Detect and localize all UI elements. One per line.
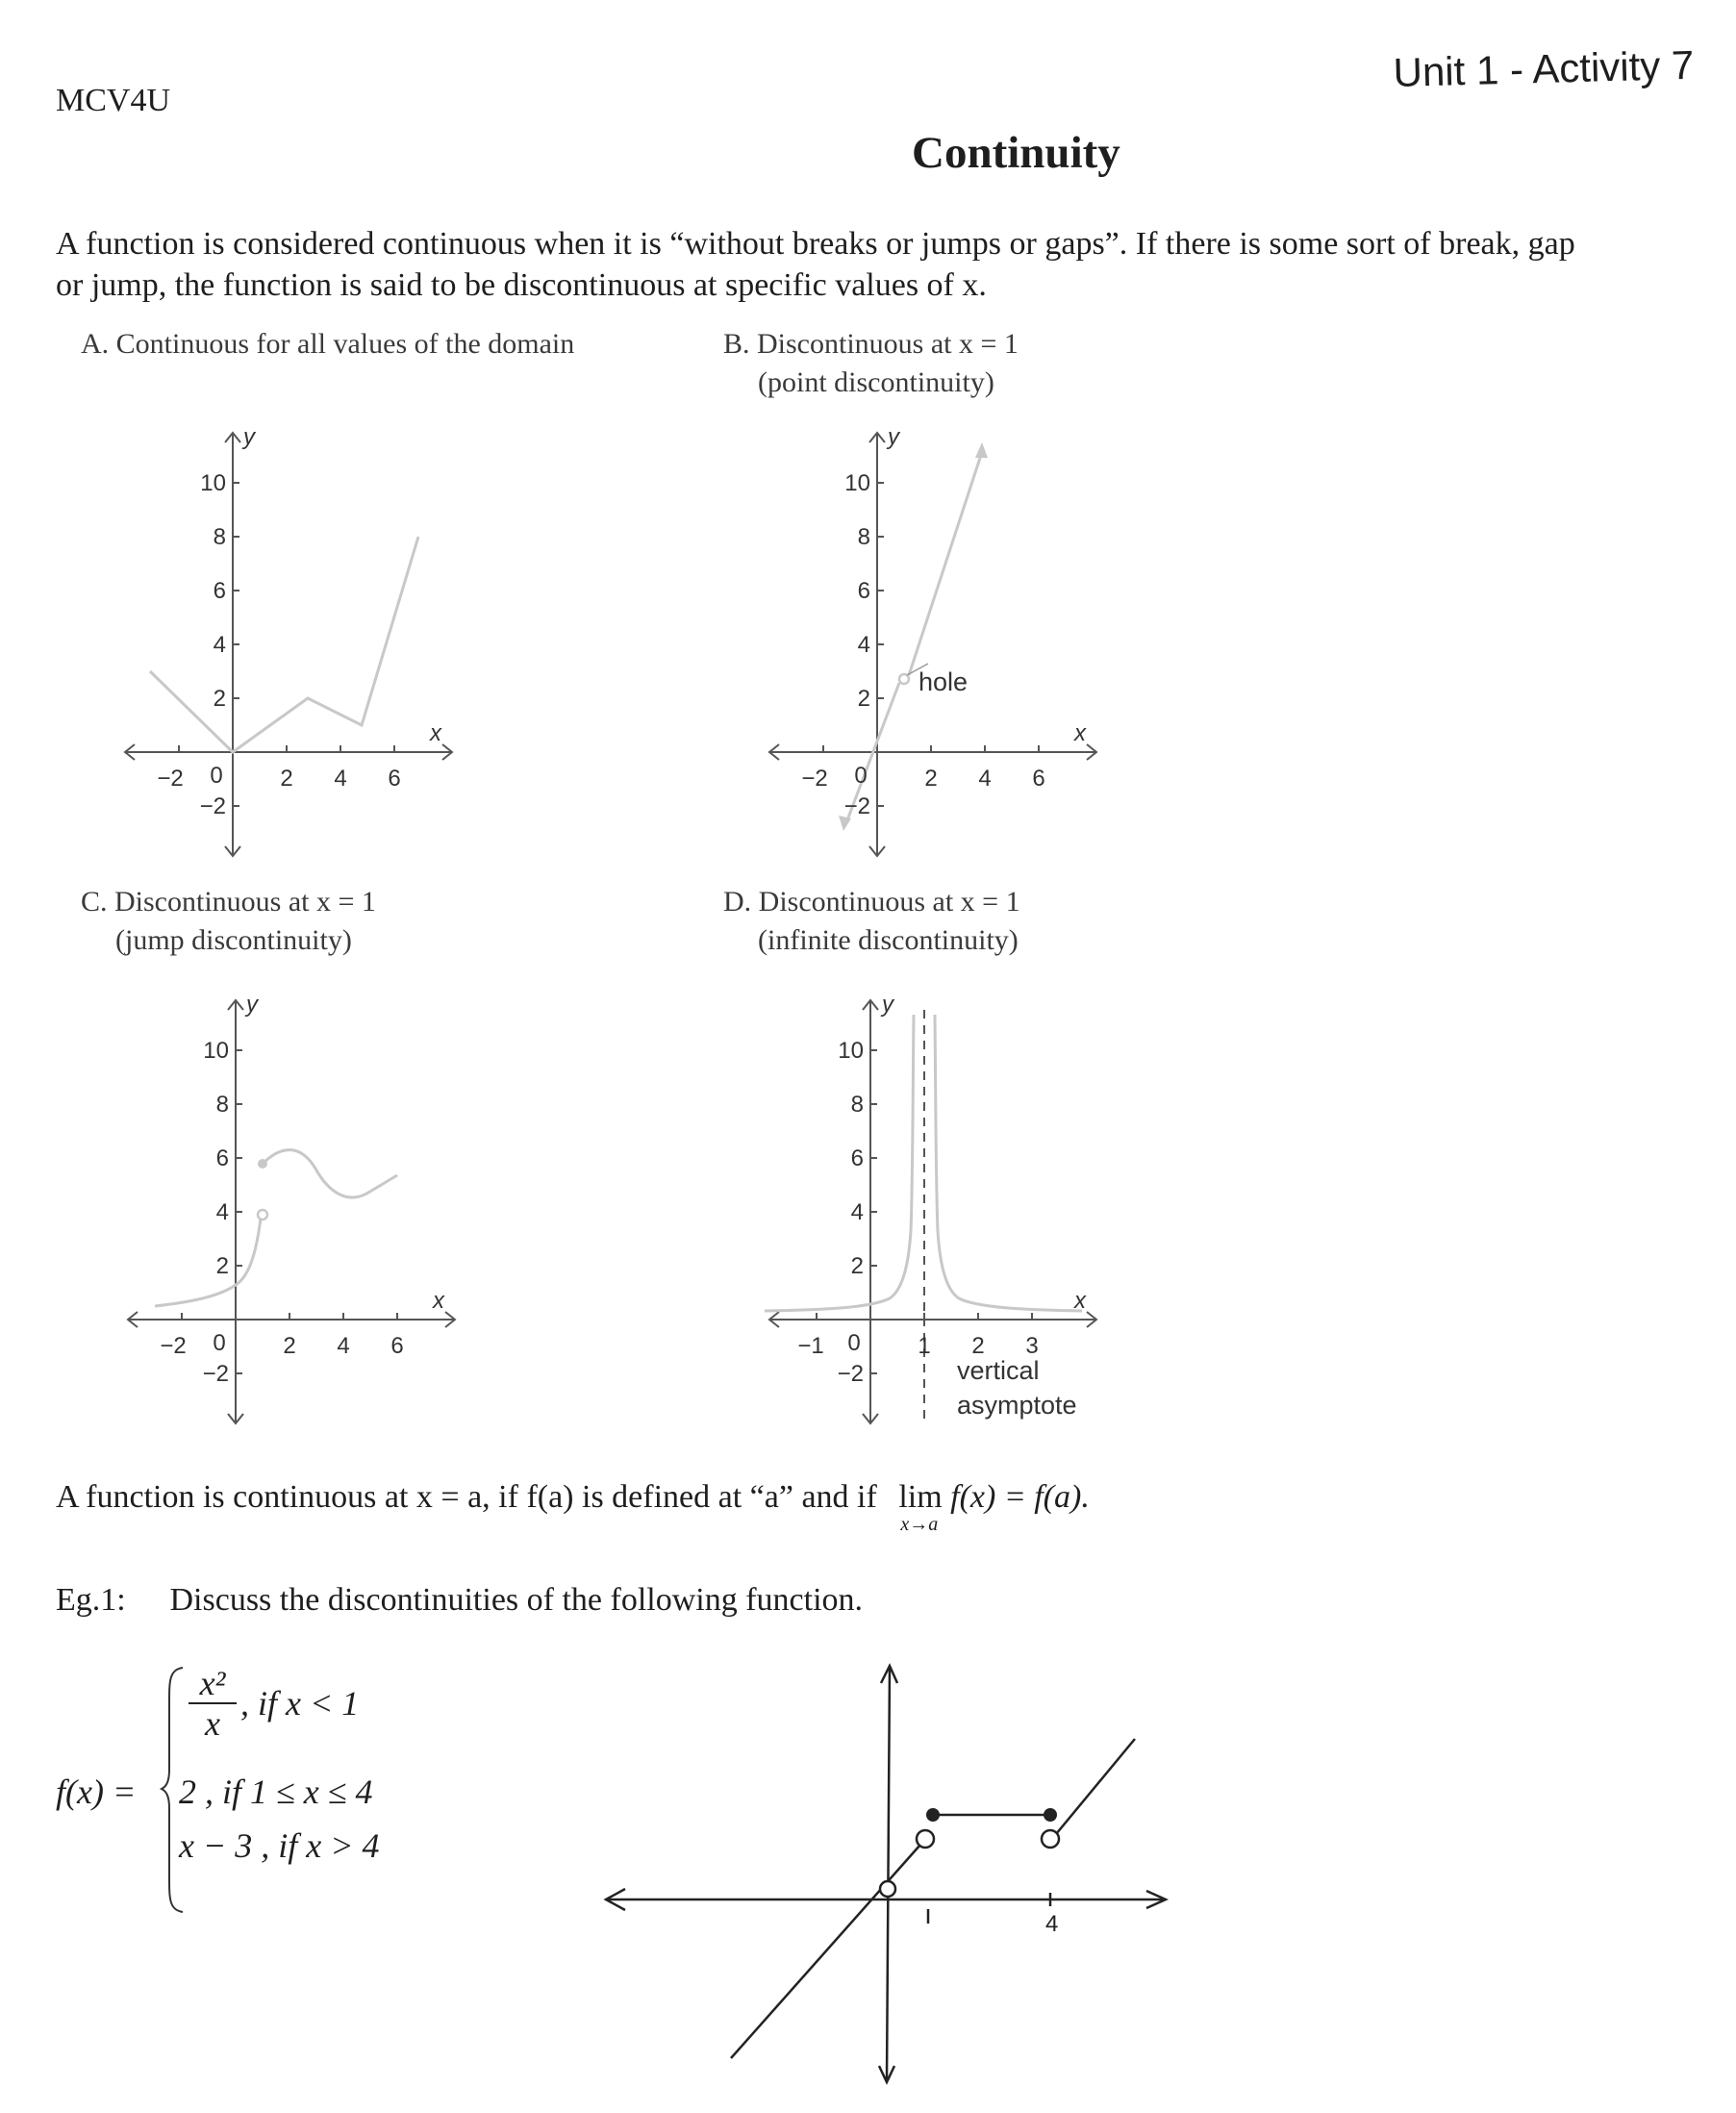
continuity-definition — [56, 1479, 1090, 1535]
example-label: Eg.1: — [56, 1582, 126, 1618]
tick-label: 4 — [850, 1199, 864, 1225]
graph-d-label — [723, 883, 1020, 960]
tick-label: 10 — [200, 470, 226, 496]
graph-b-title: B. Discontinuous at x = 1 — [723, 328, 1019, 360]
right-piece-curve — [263, 1150, 397, 1197]
tick-label: −2 — [199, 793, 226, 819]
function-lhs: f(x) = — [56, 1773, 137, 1811]
case2: 2 , if 1 ≤ x ≤ 4 — [179, 1773, 373, 1811]
tick-label: 1 — [918, 1333, 931, 1359]
limit-expression — [898, 1479, 943, 1535]
example-heading — [56, 1582, 863, 1619]
x-ticks — [179, 745, 394, 752]
example-text: Discuss the discontinuities of the following function. — [169, 1582, 864, 1618]
sketch-piece-3 — [1056, 1739, 1135, 1834]
lim-subscript: x→a — [900, 1514, 939, 1535]
tick-label: 2 — [283, 1333, 296, 1359]
tick-label: 0 — [854, 763, 868, 789]
function-curve — [150, 537, 418, 752]
tick-label: −2 — [160, 1333, 187, 1359]
graph-c-subtitle: (jump discontinuity) — [115, 924, 352, 956]
tick-label: 8 — [215, 1092, 229, 1118]
tick-label: 6 — [857, 578, 870, 604]
tick-label: 4 — [337, 1333, 350, 1359]
tick-label: −2 — [202, 1361, 229, 1387]
graph-c-title: C. Discontinuous at x = 1 — [81, 886, 376, 918]
graph-d — [765, 991, 1111, 1433]
y-ticks — [233, 483, 239, 806]
sketch-closed-point-4 — [1044, 1808, 1057, 1822]
tick-label: 10 — [838, 1038, 864, 1064]
right-branch-curve — [935, 1015, 1082, 1311]
tick-label: 10 — [203, 1038, 229, 1064]
tick-label: 4 — [857, 632, 870, 658]
x-axis-label: x — [433, 1288, 444, 1314]
x-axis-label: x — [1074, 720, 1086, 746]
graph-a-title: A. Continuous for all values of the domain — [81, 328, 575, 360]
hole-annotation: hole — [918, 667, 969, 696]
sketch-tick-label-4: 4 — [1045, 1911, 1059, 1937]
lim-word: lim — [898, 1479, 943, 1515]
tick-label: 2 — [215, 1253, 229, 1279]
tick-label: 2 — [213, 686, 226, 712]
limit-equation: f(x) = f(a). — [950, 1479, 1090, 1515]
tick-label: 6 — [390, 1333, 404, 1359]
graph-b — [765, 423, 1111, 866]
tick-label: 4 — [334, 766, 347, 792]
tick-label: 6 — [850, 1145, 864, 1171]
tick-label: 2 — [971, 1333, 985, 1359]
tick-label: −2 — [837, 1361, 864, 1387]
tick-label: −2 — [801, 766, 828, 792]
tick-label: 0 — [210, 763, 223, 789]
case1-denominator: x — [205, 1704, 220, 1743]
function-line-upper — [909, 452, 982, 675]
tick-label: 4 — [215, 1199, 229, 1225]
tick-label: 0 — [213, 1330, 226, 1356]
sketch-piece-1 — [731, 1845, 920, 2058]
closed-point — [258, 1159, 267, 1169]
course-code: MCV4U — [56, 83, 171, 118]
tick-label: 6 — [1032, 766, 1045, 792]
tick-label: 4 — [978, 766, 992, 792]
y-axis-label: y — [246, 992, 258, 1018]
x-ticks — [823, 745, 1039, 752]
graph-c-label — [81, 883, 376, 960]
sketch-open-point-1 — [917, 1830, 934, 1848]
left-piece-curve — [155, 1219, 261, 1306]
tick-label: 0 — [847, 1330, 861, 1356]
sketch-closed-point-1 — [926, 1808, 940, 1822]
case1-condition: , if x < 1 — [240, 1684, 360, 1723]
tick-label: 8 — [857, 524, 870, 550]
x-axis-label: x — [430, 720, 441, 746]
y-axis-label: y — [888, 424, 899, 450]
tick-label: −2 — [157, 766, 184, 792]
tick-label: 6 — [388, 766, 401, 792]
tick-label: 2 — [280, 766, 293, 792]
tick-label: 8 — [213, 524, 226, 550]
definition-text: A function is continuous at x = a, if f(a) is defined at “a” and if — [56, 1479, 877, 1515]
y-ticks — [870, 1050, 877, 1373]
graph-a-label — [81, 325, 574, 364]
graph-d-title: D. Discontinuous at x = 1 — [723, 886, 1020, 918]
y-ticks — [877, 483, 884, 806]
y-ticks — [236, 1050, 242, 1373]
tick-label: 3 — [1025, 1333, 1039, 1359]
graph-a — [120, 423, 466, 866]
y-axis-label: y — [243, 424, 255, 450]
tick-label: 8 — [850, 1092, 864, 1118]
tick-label: 4 — [213, 632, 226, 658]
open-point — [258, 1210, 267, 1220]
asymptote-annotation-2: asymptote — [957, 1391, 1077, 1420]
unit-label: Unit 1 - Activity 7 — [1393, 41, 1695, 95]
sketch-y-axis — [887, 1666, 890, 2082]
graph-b-label — [723, 325, 1019, 402]
arrow-head-up — [975, 442, 988, 458]
tick-label: 2 — [857, 686, 870, 712]
intro-paragraph: A function is considered continuous when it is “without breaks or jumps or gaps”. If there is some sort of break, gap or jump, the function is said to be discontinuous at specific values of x. — [56, 226, 1575, 303]
graph-d-subtitle: (infinite discontinuity) — [758, 924, 1019, 956]
tick-label: 6 — [215, 1145, 229, 1171]
sketch-open-point-4 — [1042, 1830, 1059, 1848]
tick-label: 6 — [213, 578, 226, 604]
y-axis-label: y — [882, 992, 893, 1018]
example-sketch — [596, 1654, 1193, 2106]
tick-label: 10 — [844, 470, 870, 496]
tick-label: −1 — [797, 1333, 824, 1359]
graph-c — [123, 991, 469, 1433]
graph-b-subtitle: (point discontinuity) — [758, 366, 994, 398]
tick-label: 2 — [850, 1253, 864, 1279]
asymptote-annotation-1: vertical — [957, 1356, 1040, 1385]
tick-label: −2 — [843, 793, 870, 819]
case1-numerator: x² — [189, 1664, 237, 1704]
sketch-open-origin — [880, 1881, 895, 1897]
page-title: Continuity — [912, 128, 1120, 178]
piecewise-function — [56, 1664, 460, 1914]
x-axis-label: x — [1074, 1288, 1086, 1314]
case1-fraction — [189, 1664, 237, 1743]
case3: x − 3 , if x > 4 — [179, 1826, 380, 1865]
tick-label: 2 — [924, 766, 938, 792]
x-ticks — [182, 1313, 397, 1320]
